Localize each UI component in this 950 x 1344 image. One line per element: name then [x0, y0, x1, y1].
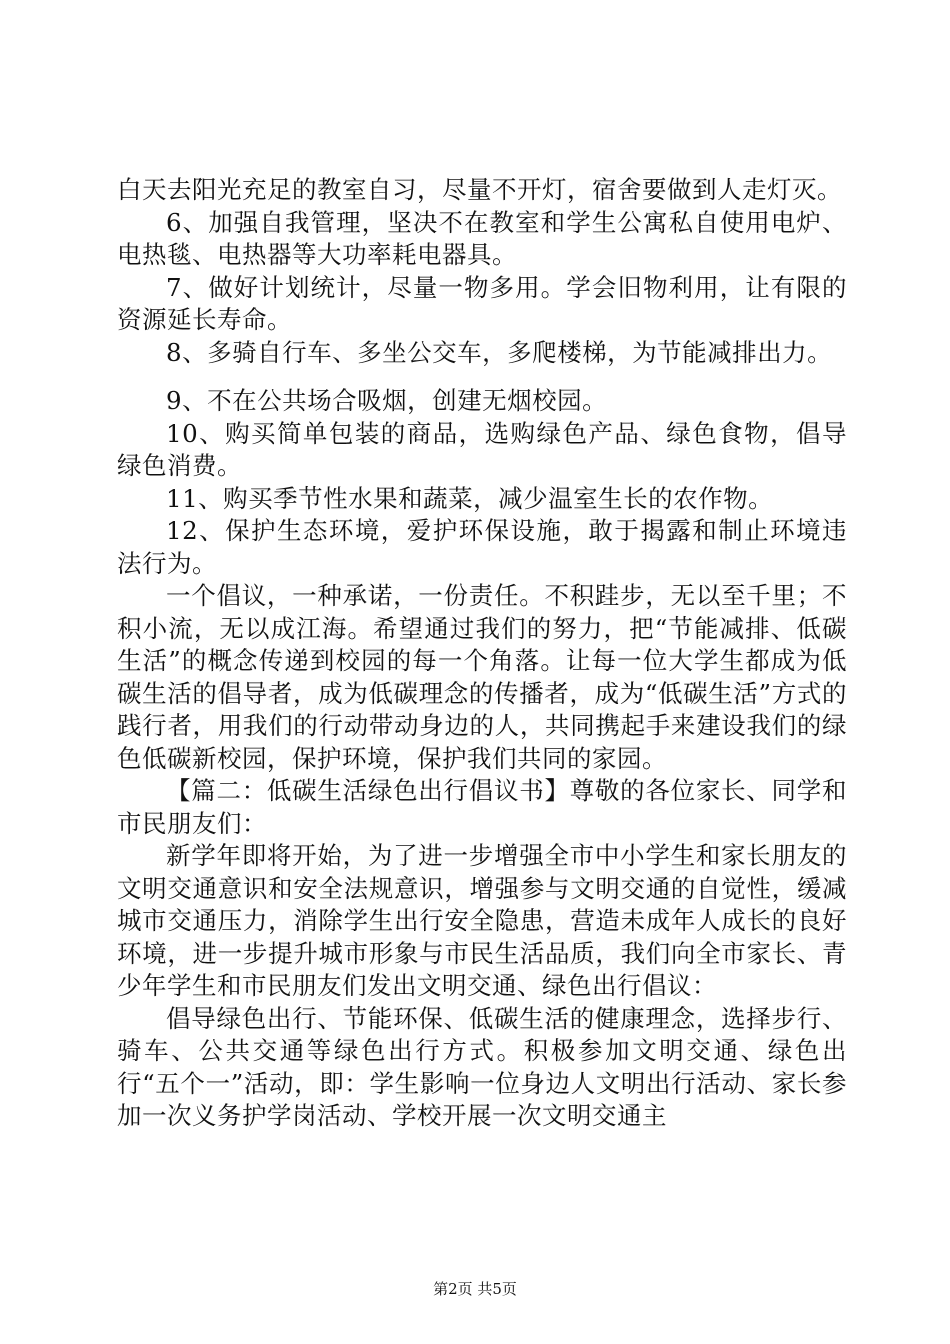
- paragraph-item-11: 11、购买季节性水果和蔬菜，减少温室生长的农作物。: [166, 483, 774, 513]
- paragraph-closing: 一个倡议，一种承诺，一份责任。不积跬步，无以至千里；不积小流，无以成江海。希望通过我们的努力，把“节能减排、低碳生活”的概念传递到校园的每一个角落。让每一位大学生都成为低碳生活的倡导者，成为低碳理念的传播者，成为“低碳生活”方式的践行者，用我们的行动带动身边的人，共同携起手来建设我们的绿色低碳新校园，保护环境，保护我们共同的家园。: [117, 581, 847, 773]
- section-heading-part-two: 【篇二：低碳生活绿色出行倡议书】尊敬的各位家长、同学和市民朋友们：: [117, 776, 847, 838]
- paragraph-item-7: 7、做好计划统计，尽量一物多用。学会旧物利用，让有限的资源延长寿命。: [117, 272, 847, 334]
- paragraph-item-12: 12、保护生态环境，爱护环保设施，敢于揭露和制止环境违法行为。: [117, 516, 847, 578]
- paragraph-item-9: 9、不在公共场合吸烟，创建无烟校园。: [166, 386, 608, 415]
- paragraph-intro: 新学年即将开始，为了进一步增强全市中小学生和家长朋友的文明交通意识和安全法规意识，增强参与文明交通的自觉性，缓减城市交通压力，消除学生出行安全隐患，营造未成年人成长的良好环境，进一步提升城市形象与市民生活品质，我们向全市家长、青少年学生和市民朋友们发出文明交通、绿色出行倡议：: [117, 841, 847, 1000]
- body-text: [117, 174, 847, 1133]
- paragraph-item-8: 8、多骑自行车、多坐公交车，多爬楼梯，为节能减排出力。: [166, 337, 833, 367]
- paragraph-item-6: 6、加强自我管理，坚决不在教室和学生公寓私自使用电炉、电热毯、电热器等大功率耗电器具。: [117, 207, 847, 269]
- paragraph-continuation: 白天去阳光充足的教室自习，尽量不开灯，宿舍要做到人走灯灭。: [117, 175, 842, 204]
- paragraph-item-10: 10、购买简单包装的商品，选购绿色产品、绿色食物，倡导绿色消费。: [117, 418, 847, 480]
- paragraph-advocacy: 倡导绿色出行、节能环保、低碳生活的健康理念，选择步行、骑车、公共交通等绿色出行方式。积极参加文明交通、绿色出行“五个一”活动，即：学生影响一位身边人文明出行活动、家长参加一次义务护学岗活动、学校开展一次文明交通主: [117, 1003, 847, 1130]
- page-number-footer: 第2页 共5页: [433, 1280, 517, 1298]
